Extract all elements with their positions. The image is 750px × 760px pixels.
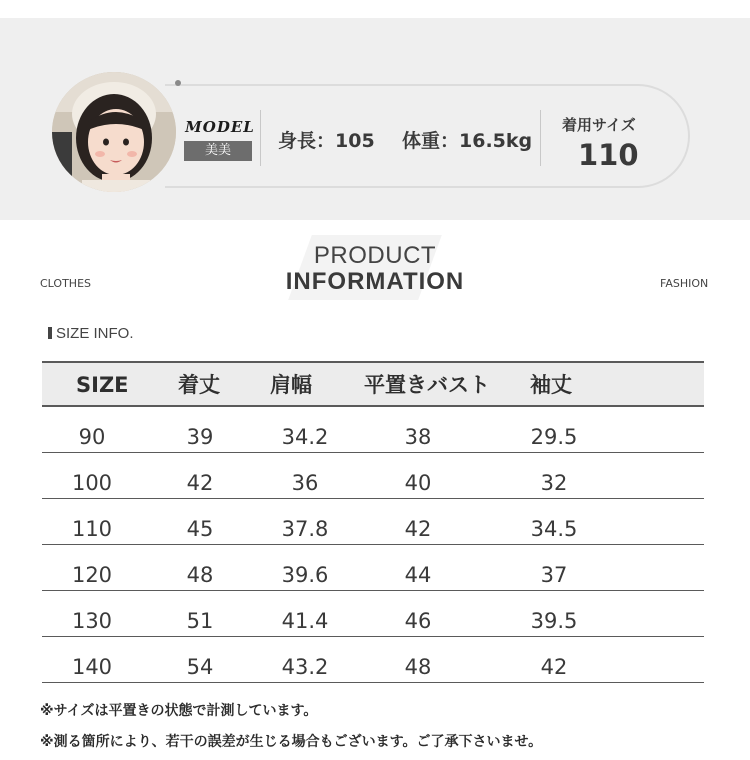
cell-sleeve: 42: [540, 655, 568, 679]
note-error-margin: ※測る箇所により、若干の誤差が生じる場合もございます。ご了承下さいませ。: [40, 734, 543, 750]
model-height: 身長：105: [278, 130, 375, 152]
cell-shoulder: 37.8: [281, 517, 329, 541]
model-name-badge: 美美: [184, 141, 252, 161]
title-marker: [48, 327, 52, 339]
cell-sleeve: 34.5: [530, 517, 578, 541]
cell-length: 45: [186, 517, 214, 541]
size-info-title: [48, 325, 134, 342]
cell-shoulder: 41.4: [281, 609, 329, 633]
divider: [260, 110, 261, 166]
label-clothes: CLOTHES: [40, 277, 91, 290]
header-size: SIZE: [76, 373, 129, 397]
heading-product: PRODUCT: [313, 242, 437, 269]
table-header: [42, 361, 704, 407]
cell-size: 140: [71, 655, 113, 679]
frame-dot: [175, 80, 181, 86]
cell-shoulder: 39.6: [281, 563, 329, 587]
cell-sleeve: 32: [540, 471, 568, 495]
heading-information: INFORMATION: [285, 268, 465, 295]
model-label: MODEL: [185, 118, 255, 136]
header-shoulder: 肩幅: [270, 373, 312, 397]
cell-length: 54: [186, 655, 214, 679]
table-row: [42, 591, 704, 637]
model-avatar: [52, 72, 176, 192]
cell-size: 100: [71, 471, 113, 495]
cell-sleeve: 39.5: [530, 609, 578, 633]
cell-bust: 38: [404, 425, 432, 449]
cell-length: 39: [186, 425, 214, 449]
model-weight: 体重：16.5kg: [402, 130, 533, 152]
table-row: [42, 499, 704, 545]
cell-sleeve: 37: [540, 563, 568, 587]
header-sleeve: 袖丈: [530, 373, 572, 397]
cell-size: 120: [71, 563, 113, 587]
cell-bust: 42: [404, 517, 432, 541]
table-row: [42, 407, 704, 453]
cell-bust: 40: [404, 471, 432, 495]
divider: [540, 110, 541, 166]
cell-length: 51: [186, 609, 214, 633]
cell-bust: 44: [404, 563, 432, 587]
size-info-text: SIZE INFO.: [56, 325, 134, 342]
table-row: [42, 637, 704, 683]
cell-size: 90: [78, 425, 106, 449]
cell-bust: 46: [404, 609, 432, 633]
cell-shoulder: 43.2: [281, 655, 329, 679]
header-length: 着丈: [178, 373, 220, 397]
note-measurement: ※サイズは平置きの状態で計測しています。: [40, 703, 318, 719]
cell-shoulder: 36: [291, 471, 319, 495]
cell-length: 48: [186, 563, 214, 587]
header-bust: 平置きバスト: [364, 373, 490, 397]
cell-size: 130: [71, 609, 113, 633]
label-fashion: FASHION: [660, 277, 709, 290]
size-table: [42, 361, 704, 683]
cell-length: 42: [186, 471, 214, 495]
cell-size: 110: [71, 517, 113, 541]
table-row: [42, 453, 704, 499]
cell-sleeve: 29.5: [530, 425, 578, 449]
cell-bust: 48: [404, 655, 432, 679]
wear-size-label: 着用サイズ: [562, 116, 636, 134]
cell-shoulder: 34.2: [281, 425, 329, 449]
table-row: [42, 545, 704, 591]
wear-size-value: 110: [578, 138, 639, 172]
